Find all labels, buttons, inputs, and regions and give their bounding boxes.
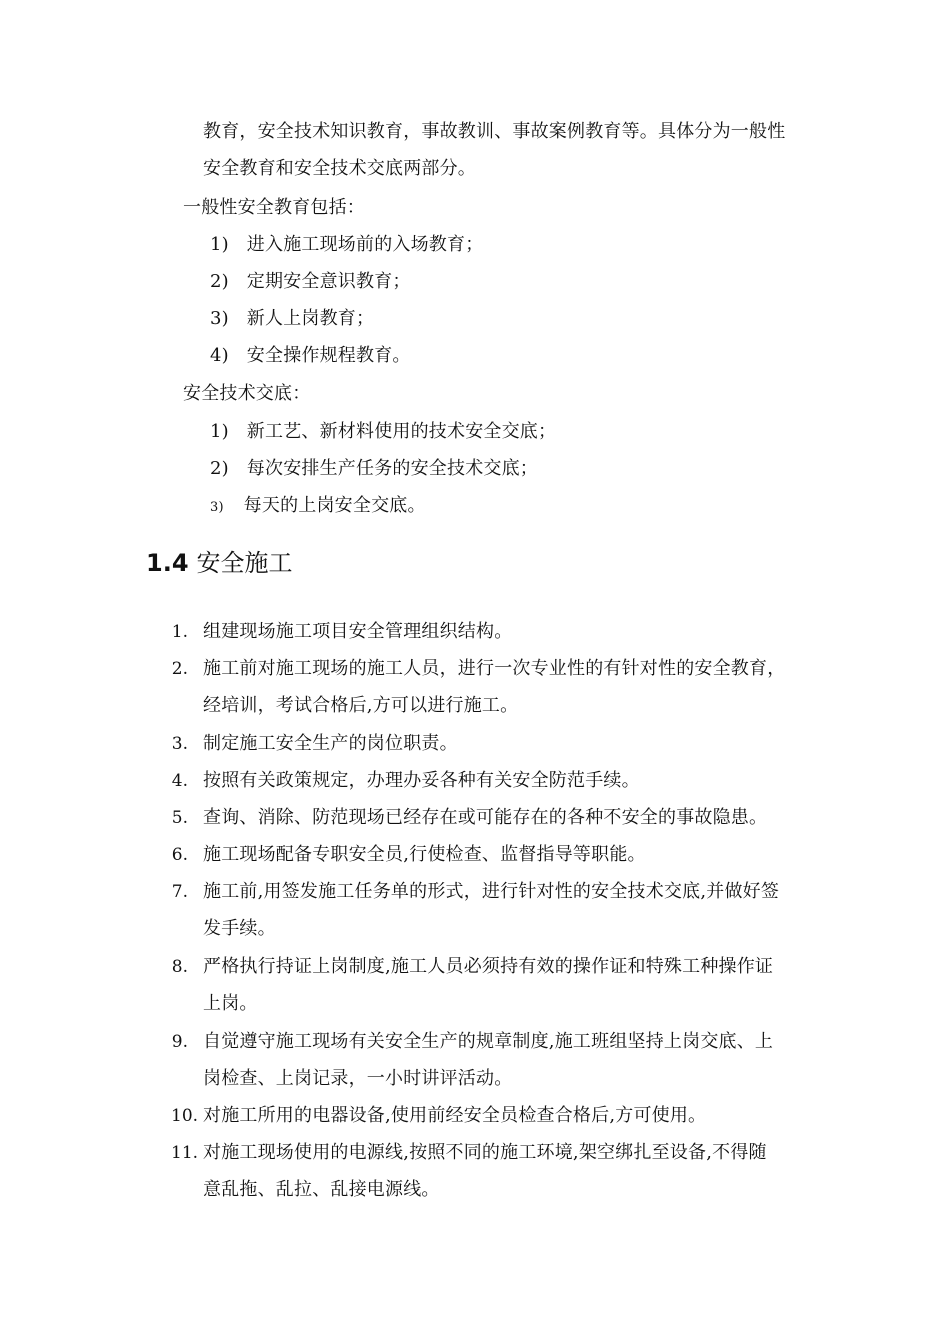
list-item-text: 进入施工现场前的入场教育； — [246, 234, 484, 255]
list-item-text: 组建现场施工项目安全管理组织结构。 — [203, 621, 513, 642]
list-item-number: 2) — [210, 458, 229, 479]
list-item — [210, 420, 556, 444]
list-item-text-continued: 经培训，考试合格后,方可以进行施工。 — [203, 695, 519, 716]
list-item-text: 安全操作规程教育。 — [246, 345, 411, 366]
list-item-text: 新人上岗教育； — [246, 308, 375, 329]
list-item-text-continued: 意乱拖、乱拉、乱接电源线。 — [203, 1179, 440, 1200]
list-item-text: 新工艺、新材料使用的技术安全交底； — [246, 421, 557, 442]
list-item-number: 8. — [171, 957, 188, 977]
list-item-text: 施工前,用签发施工任务单的形式，进行针对性的安全技术交底,并做好签 — [203, 881, 780, 902]
general-education-heading: 一般性安全教育包括： — [183, 197, 365, 218]
list-item-number: 9. — [171, 1032, 188, 1052]
list-item-text: 严格执行持证上岗制度,施工人员必须持有效的操作证和特殊工种操作证 — [203, 956, 774, 977]
list-item-text: 定期安全意识教育； — [246, 271, 411, 292]
list-item-text: 每天的上岗安全交底。 — [243, 495, 426, 516]
list-item-number: 3. — [171, 734, 188, 754]
list-item — [210, 270, 411, 294]
section-title: 安全施工 — [196, 549, 293, 577]
list-item-number: 2) — [210, 271, 229, 292]
list-item — [210, 344, 411, 368]
list-item-text: 自觉遵守施工现场有关安全生产的规章制度,施工班组坚持上岗交底、上 — [203, 1031, 774, 1052]
list-item — [210, 494, 426, 520]
list-item-text: 施工现场配备专职安全员,行使检查、监督指导等职能。 — [203, 844, 646, 865]
list-item-number: 1) — [210, 234, 229, 255]
list-item-text: 对施工所用的电器设备,使用前经安全员检查合格后,方可使用。 — [203, 1105, 707, 1126]
tech-briefing-heading: 安全技术交底： — [183, 383, 311, 404]
list-item-text: 每次安排生产任务的安全技术交底； — [246, 458, 538, 479]
list-item-number: 3) — [210, 500, 224, 515]
list-item-number: 5. — [171, 808, 188, 828]
list-item-number: 1) — [210, 421, 229, 442]
list-item-text-continued: 发手续。 — [203, 918, 276, 939]
list-item-number: 4) — [210, 345, 229, 366]
list-item-number: 2. — [171, 659, 188, 679]
list-item-number: 3) — [210, 308, 229, 329]
list-item-text: 对施工现场使用的电源线,按照不同的施工环境,架空绑扎至设备,不得随 — [203, 1142, 767, 1163]
list-item-text-continued: 上岗。 — [203, 993, 258, 1014]
intro-line-1: 教育，安全技术知识教育，事故教训、事故案例教育等。具体分为一般性 — [203, 121, 786, 142]
list-item-number: 1. — [171, 622, 188, 642]
list-item-text: 查询、消除、防范现场已经存在或可能存在的各种不安全的事故隐患。 — [203, 807, 768, 828]
section-number: 1.4 — [146, 549, 189, 577]
list-item-number: 10. — [171, 1106, 199, 1126]
list-item — [210, 457, 538, 481]
list-item — [210, 233, 483, 257]
list-item-number: 4. — [171, 771, 188, 791]
list-item-number: 7. — [171, 882, 188, 902]
list-item-text: 施工前对施工现场的施工人员，进行一次专业性的有针对性的安全教育， — [203, 658, 786, 679]
list-item — [210, 307, 374, 331]
list-item-text: 制定施工安全生产的岗位职责。 — [203, 733, 458, 754]
list-item-number: 11. — [171, 1143, 199, 1163]
section-heading — [146, 546, 293, 580]
list-item-text: 按照有关政策规定，办理办妥各种有关安全防范手续。 — [203, 770, 640, 791]
list-item-text-continued: 岗检查、上岗记录，一小时讲评活动。 — [203, 1068, 513, 1089]
list-item-number: 6. — [171, 845, 188, 865]
intro-line-2: 安全教育和安全技术交底两部分。 — [203, 158, 476, 179]
